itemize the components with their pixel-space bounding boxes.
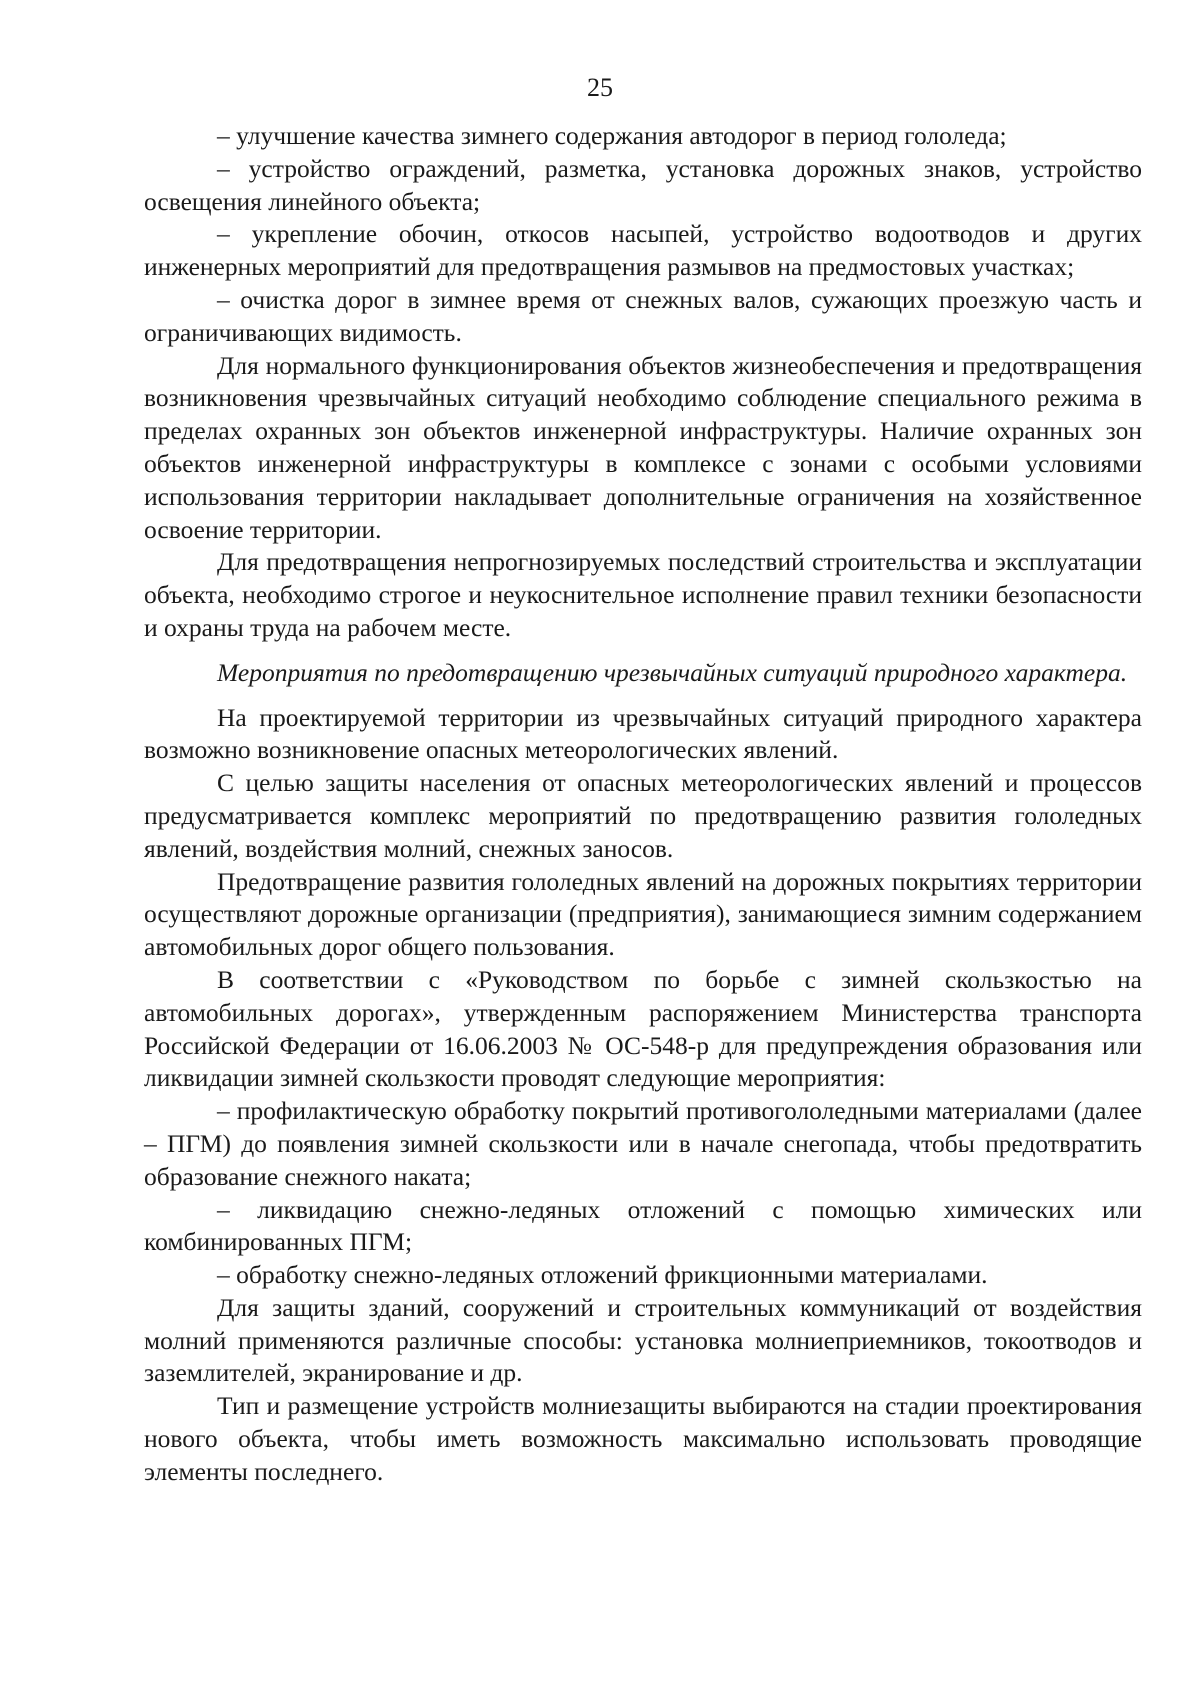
body-paragraph: Предотвращение развития гололедных явлений на дорожных покрытиях территории осуществляют дорожные организации (предприятия), занимающиеся зимним содержанием автомобильных дорог общего пользования. (144, 866, 1142, 962)
bullet-item: – профилактическую обработку покрытий противогололедными материалами (далее – ПГМ) до появления зимней скользкости или в начале снегопада, чтобы предотвратить образование снежного наката; (144, 1096, 1142, 1191)
document-body (144, 120, 1142, 1489)
bullet-item: – обработку снежно-ледяных отложений фрикционными материалами. (217, 1260, 988, 1290)
body-paragraph: Для защиты зданий, сооружений и строительных коммуникаций от воздействия молний применяются различные способы: установка молниеприемников, токоотводов и заземлителей, экранирование и др. (144, 1292, 1142, 1388)
body-paragraph: В соответствии с «Руководством по борьбе с зимней скользкостью на автомобильных дорогах», утвержденным распоряжением Министерства транспорта Российской Федерации от 16.06.2003 № ОС-548-р для предупреждения образования или ликвидации зимней скользкости проводят следующие мероприятия: (144, 964, 1142, 1093)
body-paragraph: На проектируемой территории из чрезвычайных ситуаций природного характера возможно возникновение опасных метеорологических явлений. (144, 702, 1142, 765)
body-paragraph: Тип и размещение устройств молниезащиты выбираются на стадии проектирования нового объекта, чтобы иметь возможность максимально использовать проводящие элементы последнего. (144, 1391, 1142, 1486)
bullet-item: – устройство ограждений, разметка, установка дорожных знаков, устройство освещения линейного объекта; (144, 153, 1142, 216)
body-paragraph: С целью защиты населения от опасных метеорологических явлений и процессов предусматривается комплекс мероприятий по предотвращению развития гололедных явлений, воздействия молний, снежных заносов. (144, 768, 1142, 863)
page-number: 25 (587, 73, 613, 102)
bullet-item: – ликвидацию снежно-ледяных отложений с помощью химических или комбинированных ПГМ; (144, 1194, 1142, 1257)
bullet-item: – улучшение качества зимнего содержания автодорог в период гололеда; (217, 121, 1007, 150)
body-paragraph: Для нормального функционирования объектов жизнеобеспечения и предотвращения возникновения чрезвычайных ситуаций необходимо соблюдение специального режима в пределах охранных зон объектов инженерной инфраструктуры. Наличие охранных зон объектов инженерной инфраструктуры в комплексе с зонами с особыми условиями использования территории накладывает дополнительные ограничения на хозяйственное освоение территории. (144, 350, 1142, 544)
body-paragraph: Для предотвращения непрогнозируемых последствий строительства и эксплуатации объекта, необходимо строгое и неукоснительное исполнение правил техники безопасности и охраны труда на рабочем месте. (144, 547, 1142, 642)
bullet-item: – очистка дорог в зимнее время от снежных валов, сужающих проезжую часть и ограничивающих видимость. (144, 284, 1142, 347)
bullet-item: – укрепление обочин, откосов насыпей, устройство водоотводов и других инженерных мероприятий для предотвращения размывов на предмостовых участках; (144, 219, 1142, 282)
section-heading: Мероприятия по предотвращению чрезвычайных ситуаций природного характера. (217, 657, 1128, 687)
